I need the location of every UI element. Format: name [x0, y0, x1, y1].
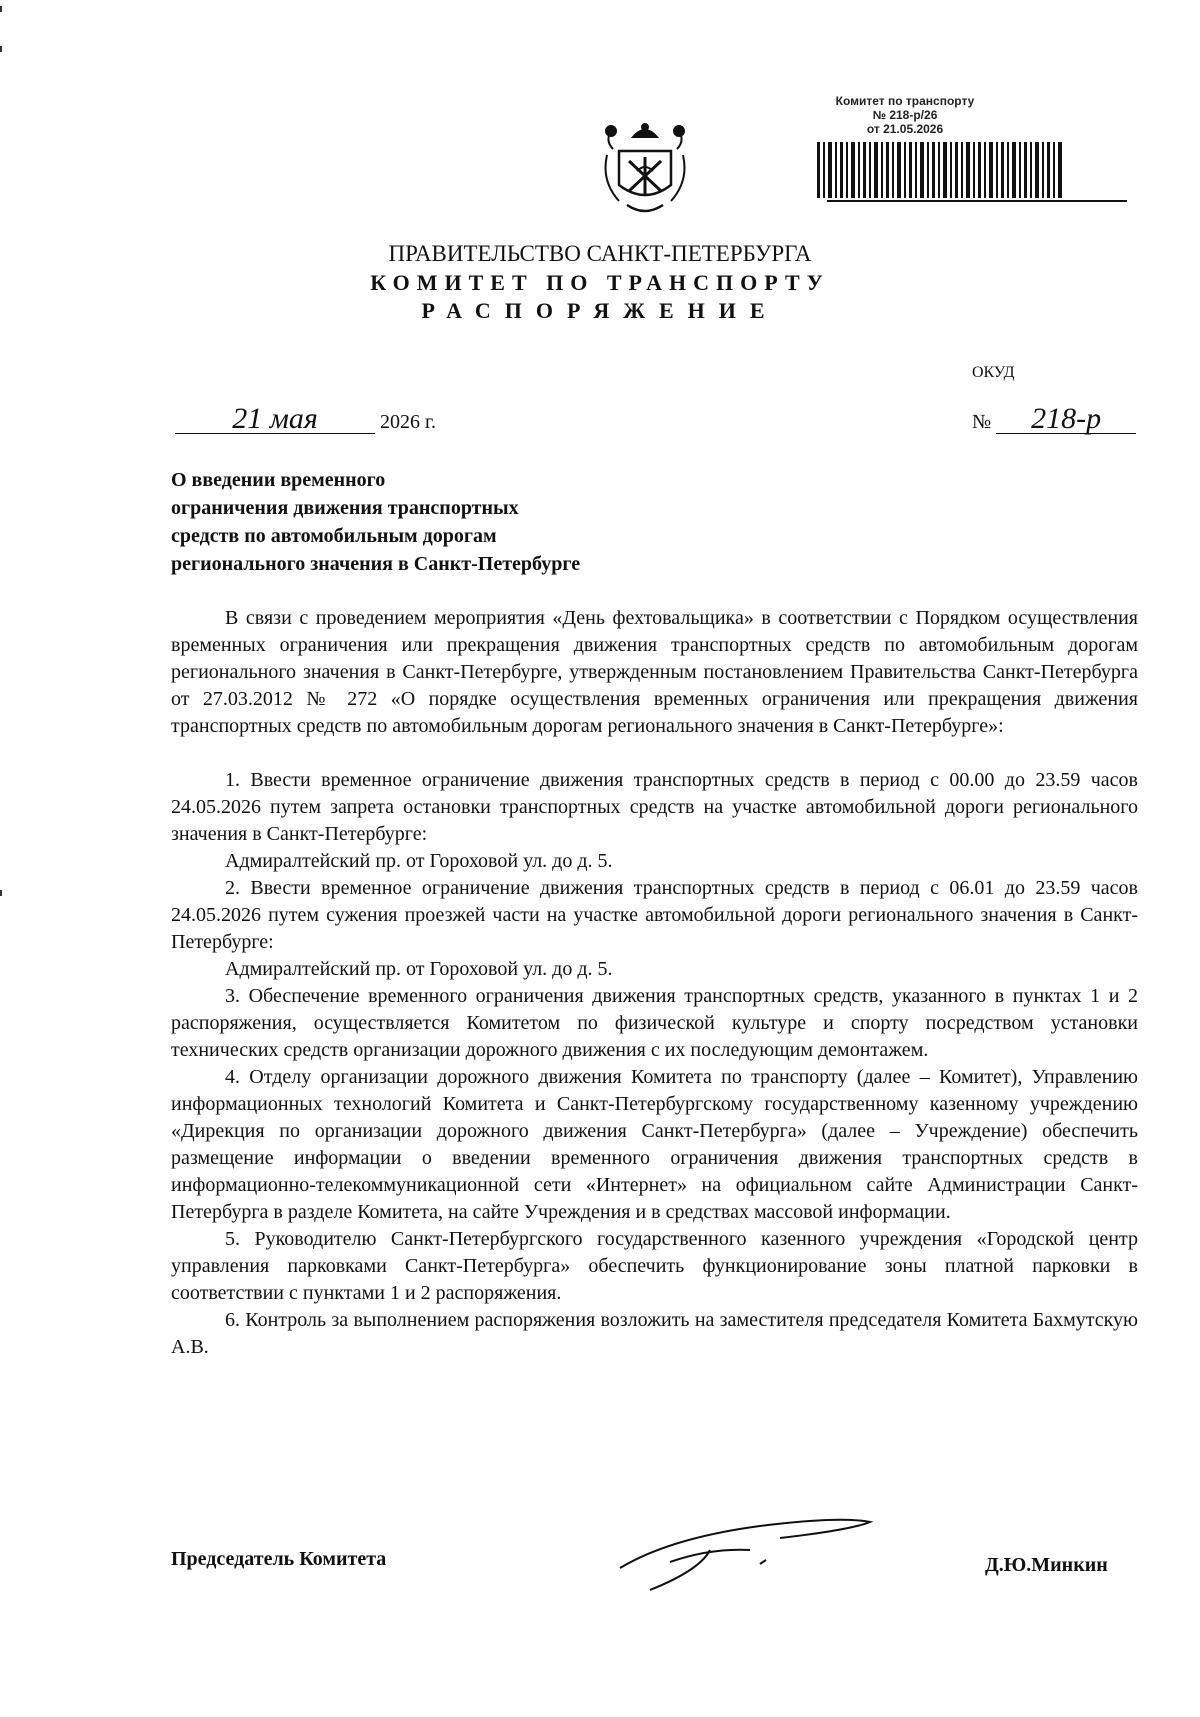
subject-line: ограничения движения транспортных [171, 497, 519, 519]
item-5: 5. Руководителю Санкт-Петербургского государственного казенного учреждения «Городской центр управления парковками Санкт-Петербурга» обеспечить функционирование зоны платной парковки в соответствии с пунктами 1 и 2 распоряжения. [171, 1228, 1138, 1304]
handwritten-number: 218-р [996, 405, 1136, 434]
stamp-date: от 21.05.2026 [866, 122, 944, 136]
subject-line: О введении временного [171, 469, 386, 491]
item-6: 6. Контроль за выполнением распоряжения возложить на заместителя председателя Комитета Бахмутскую А.В. [171, 1309, 1138, 1358]
document-type: РАСПОРЯЖЕНИЕ [421, 298, 779, 323]
signer-name: Д.Ю.Минкин [985, 1554, 1108, 1576]
document-number [972, 402, 1136, 435]
scan-mark [0, 46, 2, 52]
document-subject [171, 466, 731, 578]
handwritten-signature [610, 1508, 880, 1598]
stamp-line: Комитет по транспорту [835, 94, 975, 108]
committee-title: КОМИТЕТ ПО ТРАНСПОРТУ [370, 270, 830, 295]
preamble: В связи с проведением мероприятия «День фехтовальщика» в соответствии с Порядком осуществления временных ограничения или прекращения движения транспортных средств по автомобильным дорогам регионального значения в Санкт-Петербурге, утвержденным постановлением Правительства Санкт-Петербурга от 27.03.2012 № 272 «О порядке осуществления временных ограничения или прекращения движения транспортных средств по автомобильным дорогам регионального значения в Санкт-Петербурге»: [171, 607, 1138, 737]
item-2: 2. Ввести временное ограничение движения транспортных средств в период с 06.01 до 23.59 часов 24.05.2026 путем сужения проезжей части на участке автомобильной дороги регионального значения в Санкт-Петербурге: [171, 877, 1138, 953]
document-date [175, 402, 436, 435]
government-title: ПРАВИТЕЛЬСТВО САНКТ-ПЕТЕРБУРГА [388, 241, 812, 266]
item-4: 4. Отделу организации дорожного движения Комитета по транспорту (далее – Комитет), Управлению информационных технологий Комитета и Санкт-Петербургскому государственному казенному учреждению «Дирекция по организации дорожного движения Санкт-Петербурга» (далее – Учреждение) обеспечить размещение информации о введении временного ограничения движения транспортных средств в информационно-телекоммуникационной сети «Интернет» на официальном сайте Администрации Санкт-Петербурга в разделе Комитета, на сайте Учреждения и в средствах массовой информации. [171, 1066, 1138, 1223]
item-1-street: Адмиралтейский пр. от Гороховой ул. до д. 5. [225, 850, 613, 872]
item-3: 3. Обеспечение временного ограничения движения транспортных средств, указанного в пунктах 1 и 2 распоряжения, осуществляется Комитетом по физической культуре и спорту посредством установки технических средств организации дорожного движения с их последующим демонтажем. [171, 985, 1138, 1061]
scan-mark [0, 890, 2, 896]
coat-of-arms-emblem [597, 121, 693, 221]
number-prefix: № [972, 411, 992, 433]
registration-stamp [800, 94, 1010, 136]
document-body [171, 605, 1138, 1361]
item-2-street: Адмиралтейский пр. от Гороховой ул. до д. 5. [225, 958, 613, 980]
handwritten-date: 21 мая [175, 405, 375, 434]
subject-line: средств по автомобильным дорогам [171, 525, 497, 547]
okud-label: ОКУД [972, 364, 1015, 381]
stamp-number: № 218-р/26 [872, 108, 938, 122]
subject-line: регионального значения в Санкт-Петербурге [171, 553, 581, 575]
date-year: 2026 г. [380, 411, 436, 433]
item-1: 1. Ввести временное ограничение движения транспортных средств в период с 00.00 до 23.59 часов 24.05.2026 путем запрета остановки транспортных средств на участке автомобильной дороги регионального значения в Санкт-Петербурге: [171, 769, 1138, 845]
signer-position: Председатель Комитета [171, 1548, 387, 1570]
barcode [817, 140, 1137, 210]
scan-mark [0, 6, 2, 12]
